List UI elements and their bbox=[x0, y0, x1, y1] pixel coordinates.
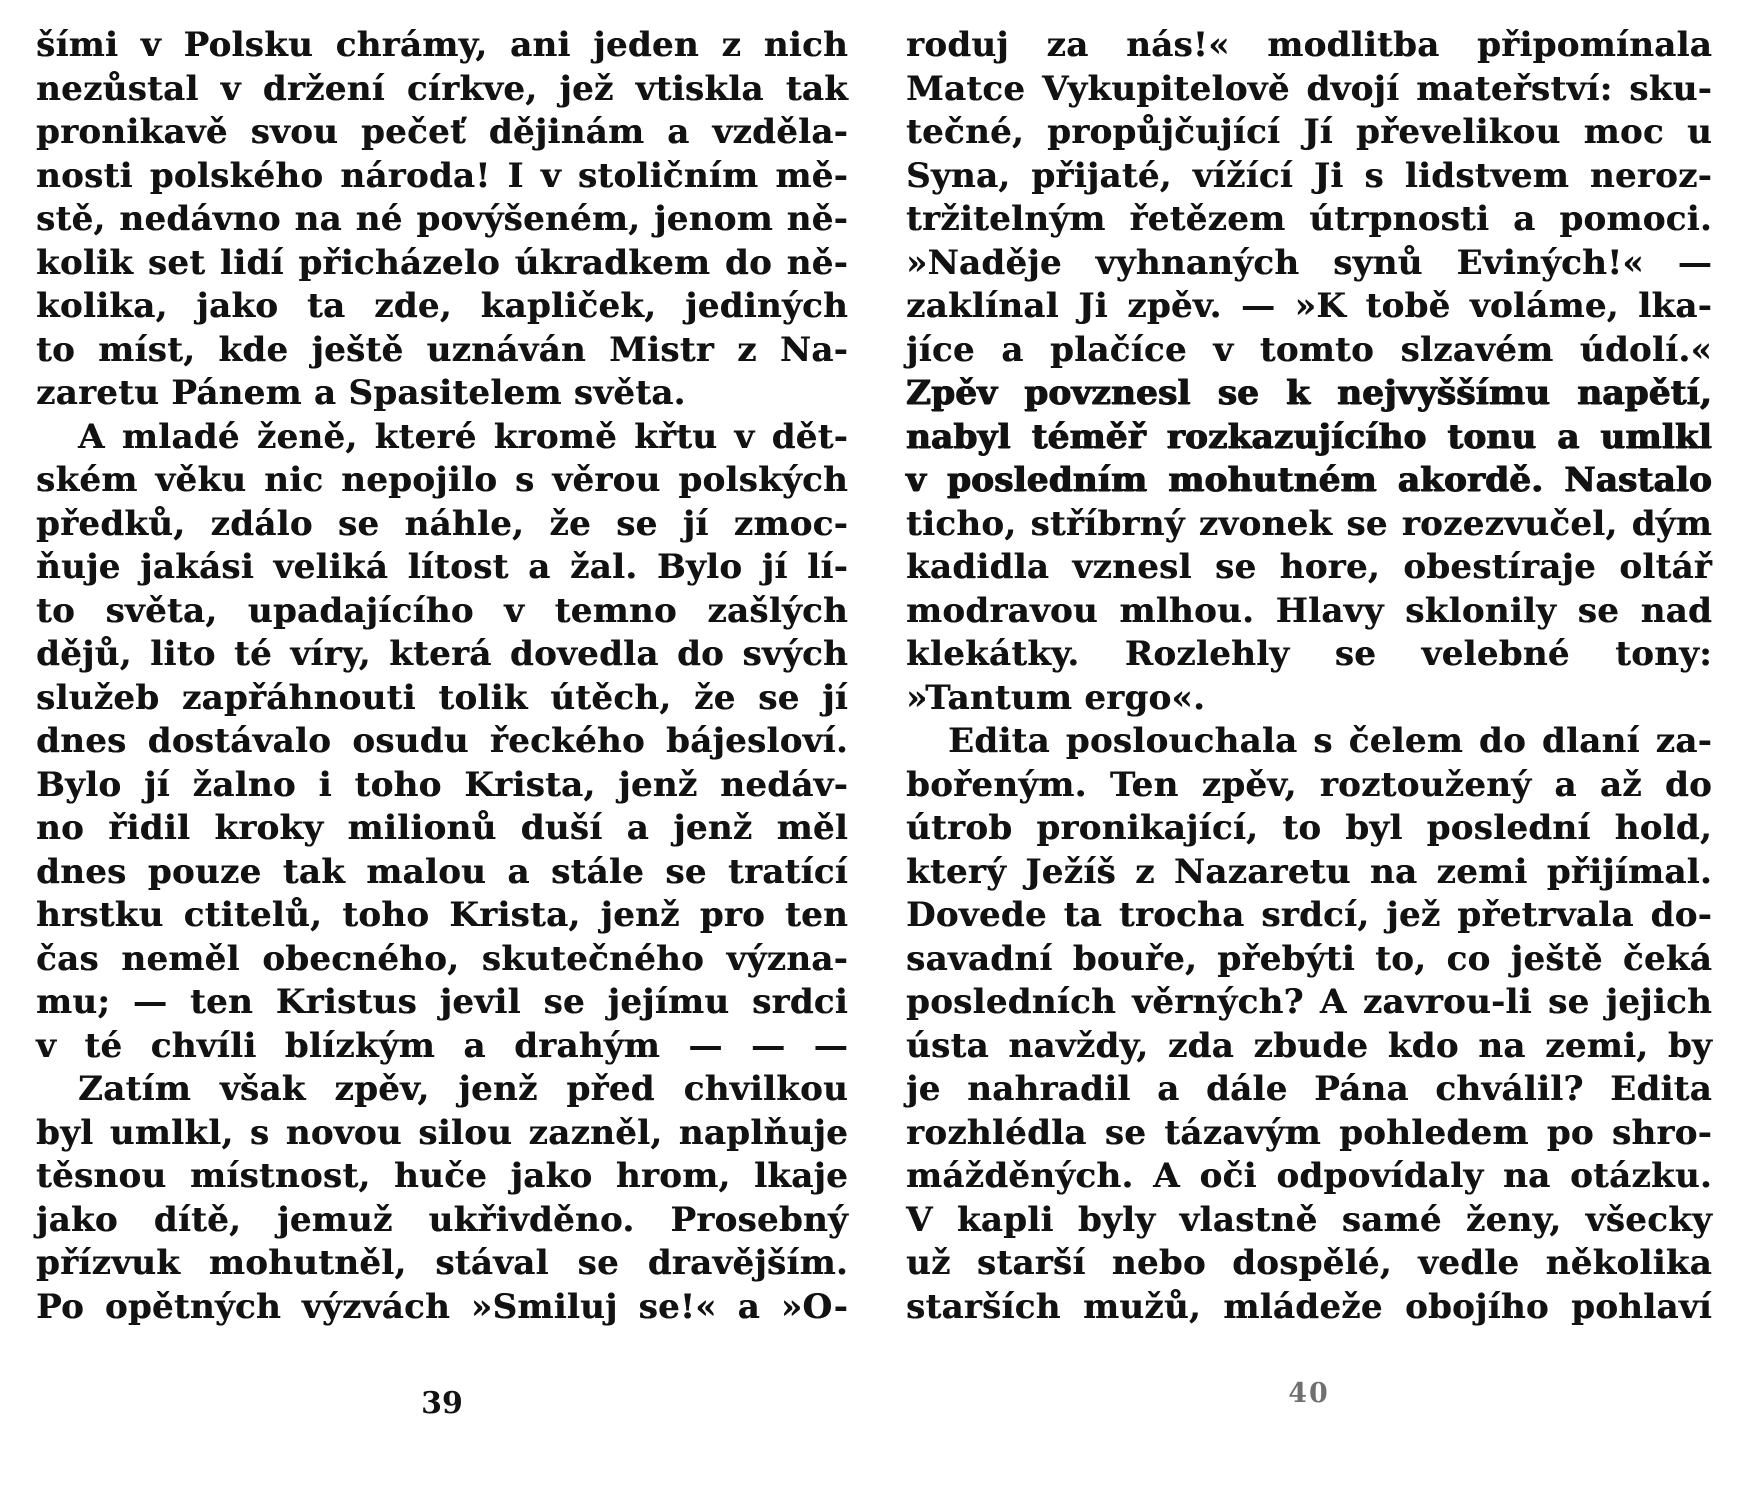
text-line: mu; — ten Kristus jevil se jejímu srdci bbox=[36, 982, 848, 1022]
text-line: starších mužů, mládeže obojího pohlaví bbox=[906, 1286, 1712, 1327]
text-line: v té chvíli blízkým a drahým — — — bbox=[36, 1025, 848, 1066]
text-line: Zpěv povznesl se k nejvyššímu napětí, bbox=[906, 373, 1712, 413]
text-line: no řidil kroky milionů duší a jenž měl bbox=[36, 808, 848, 848]
text-line: posledních věrných? A zavrou-li se jejich bbox=[906, 982, 1712, 1022]
text-line: tržitelným řetězem útrpnosti a pomoci. bbox=[906, 199, 1712, 239]
text-line: nezůstal v držení církve, jež vtiskla tak bbox=[36, 68, 848, 109]
text-line: kadidla vznesl se hore, obestíraje oltář bbox=[906, 547, 1712, 587]
text-line: Matce Vykupitelově dvojí mateřství: sku- bbox=[906, 68, 1712, 109]
page-number-left: 39 bbox=[421, 1386, 463, 1421]
text-line: služeb zapřáhnouti tolik útěch, že se jí bbox=[36, 677, 848, 718]
text-line: to světa, upadajícího v temno zašlých bbox=[36, 590, 848, 631]
text-line: přízvuk mohutněl, stával se dravějším. bbox=[36, 1243, 848, 1283]
text-line: Po opětných výzvách »Smiluj se!« a »O- bbox=[36, 1286, 848, 1327]
text-line: útrob pronikající, to byl poslední hold, bbox=[906, 808, 1712, 848]
text-line: byl umlkl, s novou silou zazněl, naplňuje bbox=[36, 1112, 848, 1153]
text-line: Syna, přijaté, vížící Ji s lidstvem neroz- bbox=[906, 155, 1712, 196]
text-line: pronikavě svou pečeť dějinám a vzděla- bbox=[36, 112, 848, 152]
text-line: savadní bouře, přebýti to, co ještě čeká bbox=[906, 938, 1712, 979]
text-line: rozhlédla se tázavým pohledem po shro- bbox=[906, 1112, 1712, 1153]
text-line: Bylo jí žalno i toho Krista, jenž nedáv- bbox=[36, 764, 848, 805]
text-line: je nahradil a dále Pána chválil? Edita bbox=[906, 1069, 1712, 1109]
page-number-right: 40 bbox=[1288, 1378, 1330, 1409]
text-line: Dovede ta trocha srdcí, jež přetrvala do- bbox=[906, 895, 1712, 935]
text-line: v posledním mohutném akordě. Nastalo bbox=[906, 460, 1712, 500]
text-line: ňuje jakási veliká lítost a žal. Bylo jí lí- bbox=[36, 547, 848, 587]
text-line: dějů, lito té víry, která dovedla do svých bbox=[36, 634, 848, 674]
text-line: zaklínal Ji zpěv. — »K tobě voláme, lka- bbox=[906, 286, 1712, 326]
text-line: nosti polského národa! I v stoličním mě- bbox=[36, 155, 848, 196]
text-line: bořeným. Ten zpěv, roztoužený a až do bbox=[906, 764, 1712, 805]
left-column-text bbox=[36, 24, 848, 1329]
text-line: nabyl téměř rozkazujícího tonu a umlkl bbox=[906, 416, 1712, 457]
text-line: kolika, jako ta zde, kapliček, jediných bbox=[36, 286, 848, 326]
text-line: těsnou místnost, huče jako hrom, lkaje bbox=[36, 1156, 848, 1196]
text-line: V kapli byly vlastně samé ženy, všecky bbox=[906, 1199, 1712, 1240]
text-line: už starší nebo dospělé, vedle několika bbox=[906, 1243, 1712, 1283]
text-line: který Ježíš z Nazaretu na zemi přijímal. bbox=[906, 851, 1712, 892]
text-line: to míst, kde ještě uznáván Mistr z Na- bbox=[36, 329, 848, 370]
text-line: čas neměl obecného, skutečného význa- bbox=[36, 938, 848, 979]
text-line: ticho, stříbrný zvonek se rozezvučel, dým bbox=[906, 503, 1712, 544]
text-line: zaretu Pánem a Spasitelem světa. bbox=[36, 373, 686, 413]
right-column-text bbox=[906, 24, 1712, 1329]
text-line: dnes pouze tak malou a stále se tratící bbox=[36, 851, 848, 892]
text-line: předků, zdálo se náhle, že se jí zmoc- bbox=[36, 503, 848, 544]
text-line: kolik set lidí přicházelo úkradkem do ně- bbox=[36, 242, 848, 283]
text-line: ském věku nic nepojilo s věrou polských bbox=[36, 460, 848, 500]
text-line: »Naděje vyhnaných synů Eviných!« — bbox=[906, 242, 1712, 283]
text-line: dnes dostávalo osudu řeckého bájesloví. bbox=[36, 721, 848, 761]
text-line: stě, nedávno na né povýšeném, jenom ně- bbox=[36, 199, 848, 239]
text-line: jíce a plačíce v tomto slzavém údolí.« bbox=[906, 329, 1712, 370]
text-line: »Tantum ergo«. bbox=[906, 677, 1206, 718]
text-line: jako dítě, jemuž ukřivděno. Prosebný bbox=[36, 1199, 848, 1240]
text-line: modravou mlhou. Hlavy sklonily se nad bbox=[906, 590, 1712, 631]
text-line: roduj za nás!« modlitba připomínala bbox=[906, 25, 1712, 65]
text-line: klekátky. Rozlehly se velebné tony: bbox=[906, 634, 1712, 674]
text-line: A mladé ženě, které kromě křtu v dět- bbox=[78, 416, 848, 457]
text-line: ústa navždy, zda zbude kdo na zemi, by bbox=[906, 1025, 1712, 1066]
text-line: mážděných. A oči odpovídaly na otázku. bbox=[906, 1156, 1712, 1196]
text-line: tečné, propůjčující Jí převelikou moc u bbox=[906, 112, 1712, 152]
text-line: hrstku ctitelů, toho Krista, jenž pro ten bbox=[36, 895, 848, 935]
text-line: Zatím však zpěv, jenž před chvilkou bbox=[78, 1069, 848, 1109]
text-line: Edita poslouchala s čelem do dlaní za- bbox=[948, 721, 1712, 761]
text-line: šími v Polsku chrámy, ani jeden z nich bbox=[36, 25, 848, 65]
